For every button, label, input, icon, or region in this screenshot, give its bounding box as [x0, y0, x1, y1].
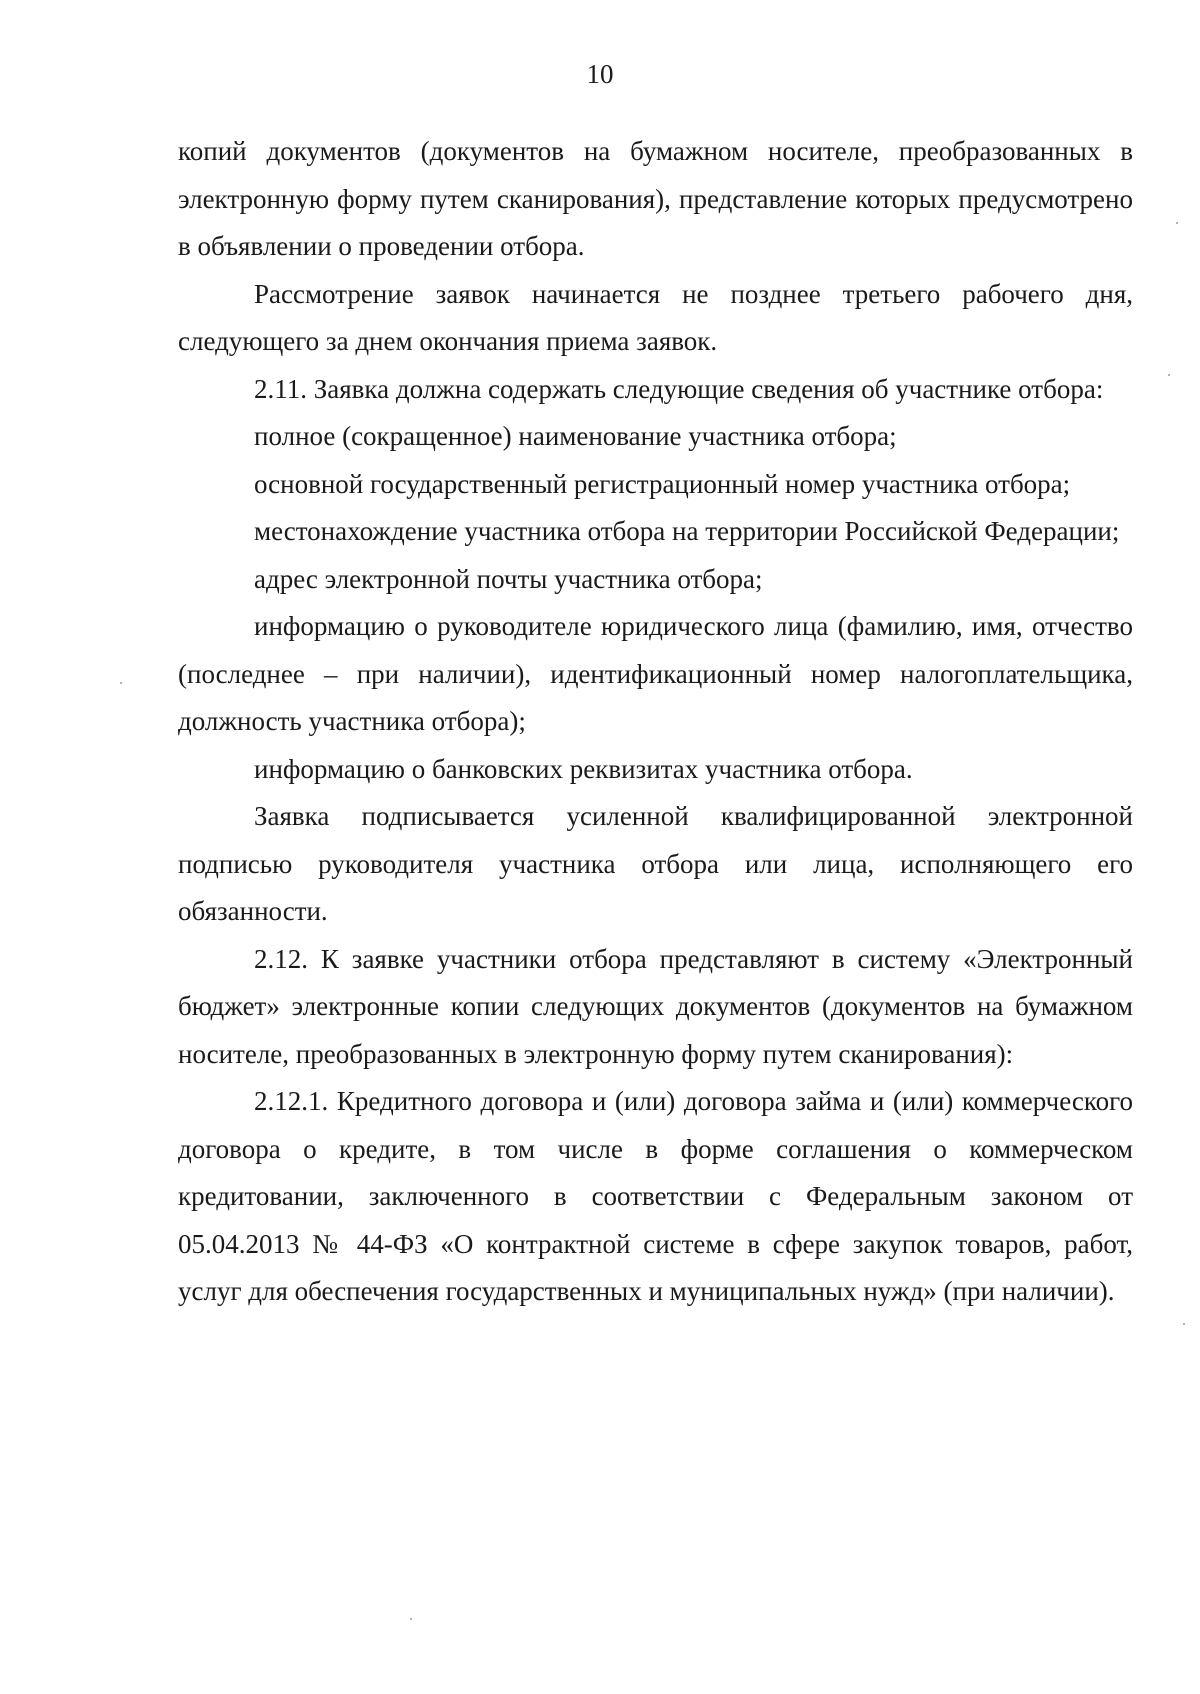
paragraph-signature: Заявка подписывается усиленной квалифицированной электронной подписью руководителя участника отбора или лица, исполняющего его обязанности.	[178, 801, 1133, 926]
list-item-full-name: полное (сокращенное) наименование участника отбора;	[254, 421, 897, 451]
scan-speck	[1168, 374, 1170, 376]
paragraph-continuation: копий документов (документов на бумажном носителе, преобразованных в электронную форму путем сканирования), представление которых предусмотрено в объявлении о проведении отбора.	[178, 136, 1133, 261]
list-item-email: адрес электронной почты участника отбора;	[254, 563, 763, 594]
list-item-director-info: информацию о руководителе юридического лица (фамилию, имя, отчество (последнее – при наличии), идентификационный номер налогоплательщика, должность участника отбора);	[178, 611, 1133, 736]
list-item-bank-details: информацию о банковских реквизитах участника отбора.	[254, 753, 913, 784]
paragraph-2-12-1: 2.12.1. Кредитного договора и (или) договора займа и (или) коммерческого договора о кредите, в том числе в форме соглашения о коммерческом кредитовании, заключенного в соответствии с Федеральным законом от 05.04.2013 № 44-ФЗ «О контрактной системе в сфере закупок товаров, работ, услуг для обеспечения государственных и муниципальных нужд» (при наличии).	[178, 1086, 1133, 1306]
page-number: 10	[586, 59, 614, 89]
scan-speck	[120, 682, 122, 684]
list-item-location: местонахождение участника отбора на территории Российской Федерации;	[254, 516, 1120, 546]
scan-speck	[410, 1618, 412, 1620]
scan-speck	[1183, 1323, 1185, 1325]
scan-speck	[1176, 222, 1178, 224]
paragraph-review-start: Рассмотрение заявок начинается не позднее третьего рабочего дня, следующего за днем окончания приема заявок.	[178, 278, 1133, 356]
paragraph-2-11: 2.11. Заявка должна содержать следующие сведения об участнике отбора:	[254, 373, 1104, 404]
list-item-ogrn: основной государственный регистрационный номер участника отбора;	[254, 468, 1071, 499]
document-body	[178, 128, 1133, 1316]
paragraph-2-12: 2.12. К заявке участники отбора представляют в систему «Электронный бюджет» электронные копии следующих документов (документов на бумажном носителе, преобразованных в электронную форму путем сканирования):	[178, 943, 1133, 1069]
